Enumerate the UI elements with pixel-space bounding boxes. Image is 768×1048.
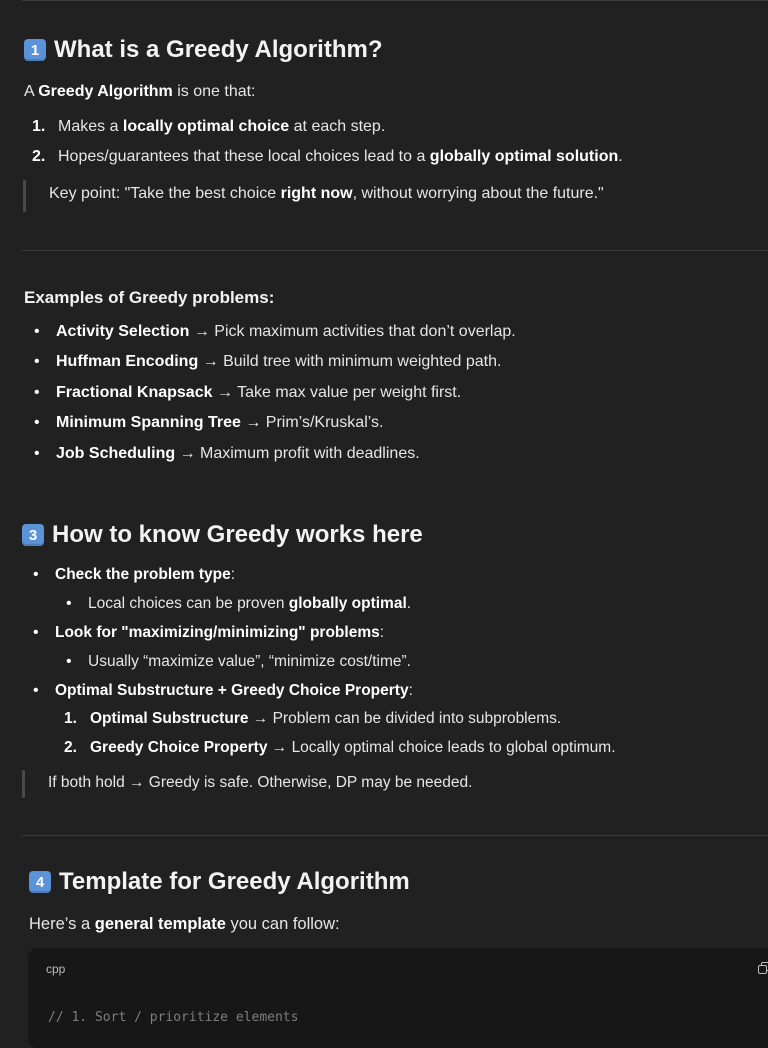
section-1-heading: [24, 36, 383, 64]
bullet-icon: •: [33, 566, 55, 584]
list-item: 2. Hopes/guarantees that these local choices lead to a globally optimal solution.: [32, 148, 623, 166]
bullet-icon: •: [34, 414, 56, 432]
examples-heading: Examples of Greedy problems:: [24, 288, 274, 308]
copy-icon[interactable]: [758, 962, 768, 974]
blockquote-bar: [23, 180, 26, 212]
list-item: • Local choices can be proven globally optimal.: [66, 595, 411, 613]
bullet-icon: •: [34, 445, 56, 463]
list-item: • Usually “maximize value”, “minimize cost/time”.: [66, 653, 411, 671]
list-item: 1. Makes a locally optimal choice at each step.: [32, 118, 385, 136]
list-item: • Job Scheduling → Maximum profit with deadlines.: [34, 445, 420, 463]
list-item: 1. Optimal Substructure → Problem can be divided into subproblems.: [64, 710, 561, 728]
bullet-icon: •: [33, 624, 55, 642]
divider: [22, 835, 768, 836]
divider: [22, 250, 768, 251]
list-item: • Check the problem type:: [33, 566, 235, 584]
list-item: • Look for "maximizing/minimizing" problems:: [33, 624, 384, 642]
list-item: • Huffman Encoding → Build tree with minimum weighted path.: [34, 353, 501, 371]
key-point-quote: Key point: "Take the best choice right now, without worrying about the future.": [49, 185, 604, 203]
section-4-heading: [29, 868, 410, 896]
list-item: • Activity Selection → Pick maximum activities that don’t overlap.: [34, 323, 516, 341]
keycap-3-icon: 3: [22, 524, 44, 546]
bullet-icon: •: [34, 384, 56, 402]
section-4-title: Template for Greedy Algorithm: [59, 868, 410, 896]
code-line: // 1. Sort / prioritize elements: [48, 1010, 298, 1025]
bullet-icon: •: [33, 682, 55, 700]
blockquote-bar: [22, 770, 25, 798]
list-item: • Fractional Knapsack → Take max value per weight first.: [34, 384, 461, 402]
section-3-heading: [22, 521, 423, 549]
keycap-1-icon: 1: [24, 39, 46, 61]
bullet-icon: •: [34, 353, 56, 371]
section-4-intro: Here’s a general template you can follow:: [29, 915, 340, 934]
code-language-label: cpp: [46, 962, 65, 976]
bullet-icon: •: [66, 653, 88, 671]
note-quote: If both hold → Greedy is safe. Otherwise, DP may be needed.: [48, 774, 472, 792]
section-3-title: How to know Greedy works here: [52, 521, 423, 549]
list-item: 2. Greedy Choice Property → Locally optimal choice leads to global optimum.: [64, 739, 616, 757]
code-block: [28, 948, 768, 1048]
keycap-4-icon: 4: [29, 871, 51, 893]
section-1-title: What is a Greedy Algorithm?: [54, 36, 383, 64]
section-1-intro: A Greedy Algorithm is one that:: [24, 83, 256, 101]
top-divider: [22, 0, 768, 1]
list-item: • Minimum Spanning Tree → Prim’s/Kruskal’s.: [34, 414, 383, 432]
bullet-icon: •: [34, 323, 56, 341]
list-item: • Optimal Substructure + Greedy Choice Property:: [33, 682, 413, 700]
bullet-icon: •: [66, 595, 88, 613]
